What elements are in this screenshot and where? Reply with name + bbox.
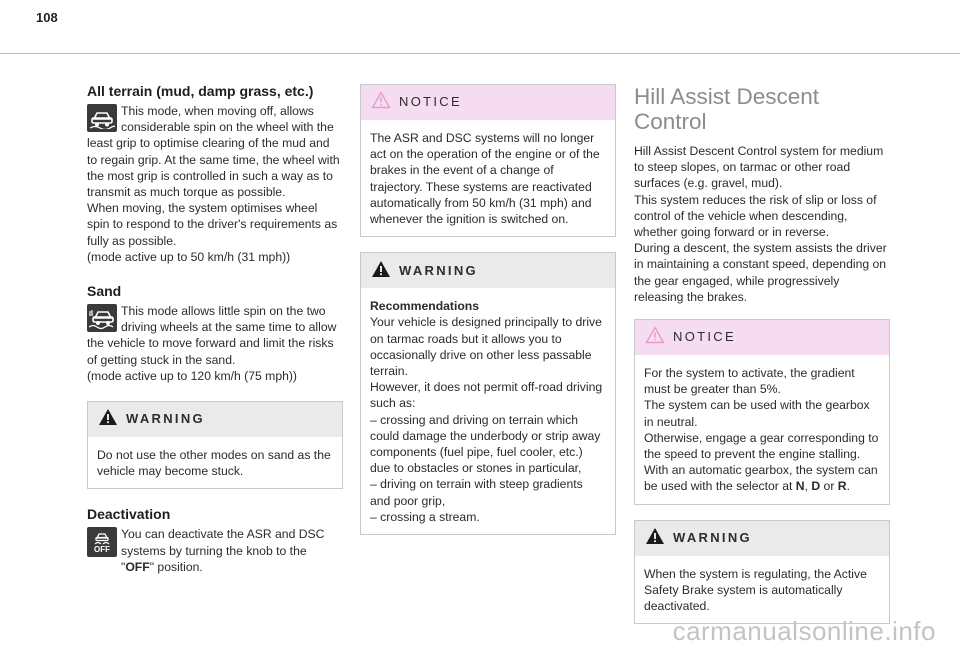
selector-d: D	[811, 479, 821, 494]
page-number: 108	[36, 10, 58, 25]
selector-n: N	[795, 479, 805, 494]
recommendations-warning-box	[360, 252, 616, 535]
warning-title: WARNING	[126, 411, 205, 427]
hill-assist-notice-box	[634, 319, 890, 505]
watermark-link[interactable]: carmanualsonline.info	[672, 616, 936, 646]
notice-header	[635, 320, 889, 355]
hill-assist-warning-box	[634, 520, 890, 625]
notice-content: For the system to activate, the gradient must be greater than 5%. The system can be used with the gearbox in neutral. Otherwise, engage a gear corresponding to the speed to prevent the engine stalling. With an automatic gearbox, the system can be used with the selector at N, D or R.	[644, 366, 879, 494]
asr-notice-box	[360, 84, 616, 237]
notice-triangle-icon	[371, 91, 391, 113]
warning-header	[635, 521, 889, 556]
sand-section	[87, 303, 343, 384]
warning-triangle-icon	[371, 260, 391, 282]
notice-title: NOTICE	[399, 94, 462, 110]
notice-title: NOTICE	[673, 329, 736, 345]
column-left	[87, 82, 343, 575]
dsc-off-icon	[87, 527, 117, 557]
hill-assist-intro: Hill Assist Descent Control system for medium to steep slopes, on tarmac or other road surfaces (e.g. gravel, mud). This system reduces the risk of slip or loss of control of the vehicle when descending, whether going forward or in reverse. During a descent, the system assists the driver in maintaining a constant speed, depending on the gear engaged, while progressively releasing the brakes.	[634, 144, 887, 304]
sand-heading: Sand	[87, 283, 122, 300]
warning-title: WARNING	[673, 530, 752, 546]
warning-header	[88, 402, 342, 437]
off-position-label: OFF	[125, 559, 150, 574]
column-middle	[360, 84, 616, 550]
all-terrain-mode-icon	[87, 104, 117, 132]
deactivation-text: You can deactivate the ASR and DSC systems by turning the knob to the "OFF" position.	[121, 527, 325, 574]
warning-title: WARNING	[399, 262, 478, 278]
column-right	[634, 84, 890, 639]
warning-triangle-icon	[645, 527, 665, 549]
hill-assist-title: Hill Assist Descent Control	[634, 84, 820, 134]
warning-content	[361, 288, 615, 534]
off-icon-label: OFF	[94, 544, 110, 554]
all-terrain-heading: All terrain (mud, damp grass, etc.)	[87, 83, 314, 99]
all-terrain-text: This mode, when moving off, allows considerable spin on the wheel with the least grip to optimise clearing of the mud and to regain grip. At the same time, the wheel with the most grip is controlled in such a way as to transmit as much torque as possible. When moving, the system optimises wheel spin to respond to the driver's requirements as fully as possible. (mode active up to 50 km/h (31 mph))	[87, 104, 340, 264]
selector-r: R	[837, 479, 847, 494]
sand-mode-icon	[87, 304, 117, 332]
deactivation-section	[87, 526, 343, 575]
all-terrain-section	[87, 103, 343, 265]
deactivation-heading: Deactivation	[87, 506, 171, 523]
notice-header	[361, 85, 615, 120]
sand-text: This mode allows little spin on the two driving wheels at the same time to allow the vehicle to move forward and limit the risks of getting stuck in the sand. (mode active up to 120 km/h (75 mph))	[87, 304, 337, 383]
sand-warning-box	[87, 401, 343, 489]
header-divider	[0, 53, 960, 54]
warning-text: When the system is regulating, the Active Safety Brake system is automatically deactivated.	[644, 566, 867, 614]
notice-text: For the system to activate, the gradient must be greater than 5%. The system can be used with the gearbox in neutral. Otherwise, engage a gear corresponding to the speed to prevent the engine stalling. With an automatic gearbox, the system can be used with the selector at	[644, 366, 879, 494]
notice-text: The ASR and DSC systems will no longer act on the operation of the engine or of the brakes in the event of a change of trajectory. These systems are reactivated automatically from 50 km/h (31 mph) and whenever the ignition is switched on.	[370, 131, 600, 227]
warning-text: Your vehicle is designed principally to drive on tarmac roads but it allows you to occasionally drive on other less passable terrain. However, it does not permit off-road driving such as: – crossing and driving on terrain which could damage the underbody or strip away components (fuel pipe, fuel cooler, etc.) due to obstacles or stones in particular, – driving on terrain with steep gradients and poor grip, – crossing a stream.	[370, 315, 603, 524]
warning-triangle-icon	[98, 408, 118, 430]
recommendations-label: Recommendations	[370, 299, 480, 314]
warning-text: Do not use the other modes on sand as the vehicle may become stuck.	[97, 448, 331, 479]
notice-triangle-icon	[645, 326, 665, 348]
warning-header	[361, 253, 615, 288]
